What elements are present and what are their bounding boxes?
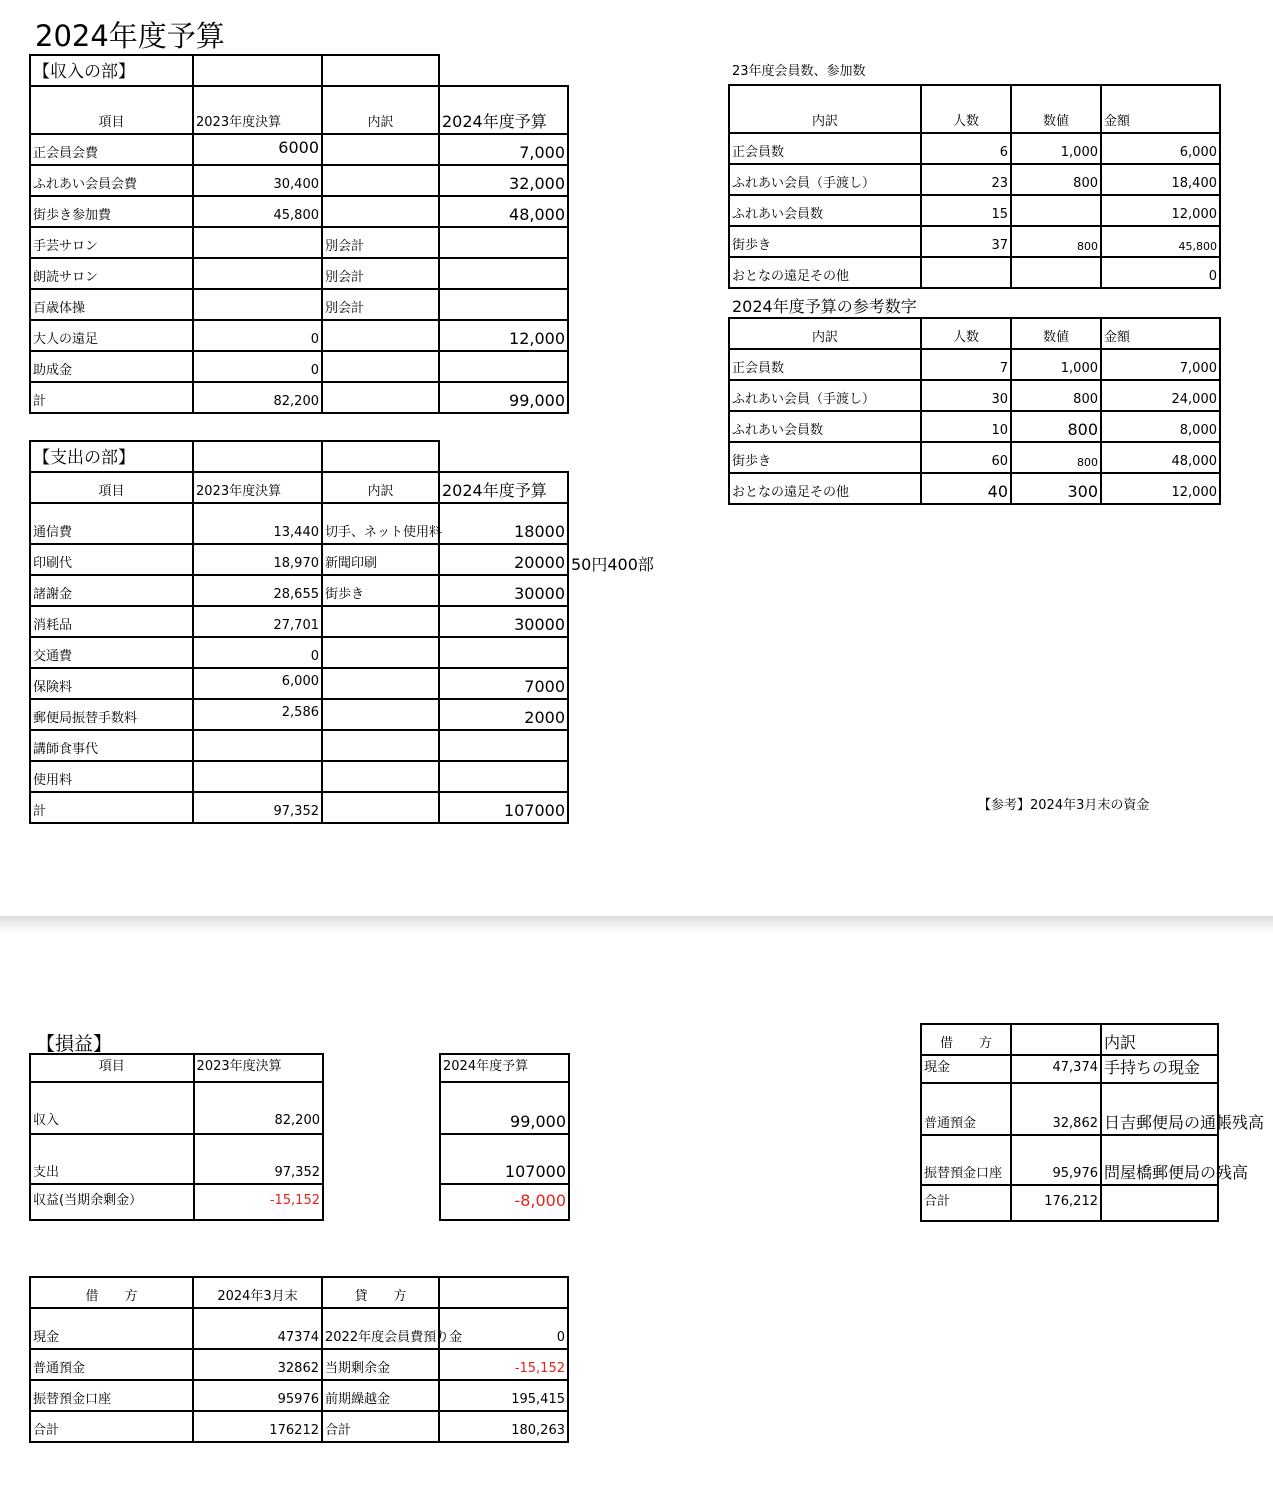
table-row xyxy=(30,637,568,668)
cell-amount: 24,000 xyxy=(1101,380,1220,411)
page-title: 2024年度予算 xyxy=(35,19,225,53)
table-row xyxy=(30,258,568,289)
cell-2024 xyxy=(439,637,568,668)
cell-2024 xyxy=(439,761,568,792)
cell-2024: 12,000 xyxy=(439,320,568,351)
row-label: ふれあい会員数 xyxy=(729,411,921,442)
row-label: 印刷代 xyxy=(30,544,193,575)
row-label: 正会員会費 xyxy=(30,134,193,165)
row-label: 手芸サロン xyxy=(30,227,193,258)
cell-amount: 48,000 xyxy=(1101,442,1220,473)
cell-amount: 7,000 xyxy=(1101,349,1220,380)
cell-2023: 82,200 xyxy=(194,1082,323,1134)
cell-people: 15 xyxy=(921,195,1011,226)
cell-credit-amount: 195,415 xyxy=(439,1380,568,1411)
reference24-table xyxy=(728,317,1221,505)
cell-breakdown: 問屋橋郵便局の残高 xyxy=(1101,1135,1218,1185)
col-header-credit: 貸 方 xyxy=(322,1277,439,1308)
table-row xyxy=(30,1134,323,1184)
cell-2024: 7000 xyxy=(439,668,568,699)
row-label: おとなの遠足その他 xyxy=(729,257,921,288)
col-header-people: 人数 xyxy=(921,318,1011,349)
cell-amount: 95,976 xyxy=(1011,1135,1101,1185)
col-header-2024: 2024年度予算 xyxy=(440,1054,569,1082)
cell-people: 30 xyxy=(921,380,1011,411)
row-label: 街歩き参加費 xyxy=(30,196,193,227)
table-row xyxy=(30,351,568,382)
profit-section-title: 【損益】 xyxy=(36,1033,113,1055)
row-label: 支出 xyxy=(30,1134,194,1184)
cell-2024: 99,000 xyxy=(440,1082,569,1134)
row-label: 普通預金 xyxy=(921,1083,1011,1135)
table-row xyxy=(30,730,568,761)
cell-breakdown xyxy=(322,792,439,823)
cell-2023: 6000 xyxy=(193,134,322,165)
cell-breakdown xyxy=(1101,1185,1218,1221)
cell-amount: 32,862 xyxy=(1011,1083,1101,1135)
table-row xyxy=(30,606,568,637)
table-row xyxy=(729,411,1220,442)
row-label: 朗読サロン xyxy=(30,258,193,289)
cell-amount: 176,212 xyxy=(1011,1185,1101,1221)
cell-2023 xyxy=(193,730,322,761)
col-header-2024: 2024年度予算 xyxy=(439,472,568,503)
cell-credit-amount: 0 xyxy=(439,1308,568,1349)
cell-2023 xyxy=(193,761,322,792)
row-label: 普通預金 xyxy=(30,1349,193,1380)
row-label: 保険料 xyxy=(30,668,193,699)
cell-people: 10 xyxy=(921,411,1011,442)
col-header-debit: 借 方 xyxy=(30,1277,193,1308)
cell-breakdown: 手持ちの現金 xyxy=(1101,1055,1218,1083)
cell-2024: 99,000 xyxy=(439,382,568,413)
row-label: 使用料 xyxy=(30,761,193,792)
cell-amount: 8,000 xyxy=(1101,411,1220,442)
row-label: 講師食事代 xyxy=(30,730,193,761)
profit-table xyxy=(29,1053,324,1221)
cell-2023 xyxy=(193,258,322,289)
cell-2023: 28,655 xyxy=(193,575,322,606)
cell-breakdown xyxy=(322,196,439,227)
table-row-total xyxy=(921,1185,1218,1221)
row-label: ふれあい会員会費 xyxy=(30,165,193,196)
row-label: 収入 xyxy=(30,1082,194,1134)
row-label: 計 xyxy=(30,792,193,823)
col-header-2023: 2023年度決算 xyxy=(194,1054,323,1082)
expense-section-title: 【支出の部】 xyxy=(30,441,193,472)
funds-table xyxy=(920,1023,1265,1222)
cell-credit-amount: 180,263 xyxy=(439,1411,568,1442)
col-header-date: 2024年3月末 xyxy=(193,1277,322,1308)
cell-amount: 12,000 xyxy=(1101,195,1220,226)
cell-breakdown xyxy=(322,351,439,382)
table-row xyxy=(729,195,1220,226)
table-row xyxy=(30,699,568,730)
cell-2023: 0 xyxy=(193,320,322,351)
cell-2024: 107000 xyxy=(440,1134,569,1184)
table-row-total xyxy=(30,1411,568,1442)
cell-value: 800 xyxy=(1011,442,1101,473)
row-label: 街歩き xyxy=(729,442,921,473)
expense-table xyxy=(29,440,569,824)
row-label: 合計 xyxy=(30,1411,193,1442)
cell-credit-label: 合計 xyxy=(322,1411,439,1442)
row-label: 諸謝金 xyxy=(30,575,193,606)
cell-2023: 0 xyxy=(193,351,322,382)
cell-breakdown: 新聞印刷 xyxy=(322,544,439,575)
cell-value: 1,000 xyxy=(1011,133,1101,164)
cell-people: 40 xyxy=(921,473,1011,504)
col-header-debit: 借 方 xyxy=(921,1024,1011,1055)
cell-2023: 18,970 xyxy=(193,544,322,575)
table-row xyxy=(30,575,568,606)
cell-2023: 2,586 xyxy=(193,699,322,730)
cell-breakdown xyxy=(322,730,439,761)
cell-value: 300 xyxy=(1011,473,1101,504)
table-row xyxy=(30,1082,323,1134)
table-row-total xyxy=(30,382,568,413)
cell-debit-amount: 47374 xyxy=(193,1308,322,1349)
cell-amount: 6,000 xyxy=(1101,133,1220,164)
row-label: ふれあい会員数 xyxy=(729,195,921,226)
cell-breakdown: 別会計 xyxy=(322,289,439,320)
cell-breakdown xyxy=(322,761,439,792)
table-row xyxy=(30,196,568,227)
cell-2024 xyxy=(439,730,568,761)
page-separator xyxy=(0,916,1273,934)
cell-breakdown: 別会計 xyxy=(322,227,439,258)
cell-debit-amount: 95976 xyxy=(193,1380,322,1411)
table-row xyxy=(921,1083,1218,1135)
table-row xyxy=(729,442,1220,473)
col-header-item: 項目 xyxy=(30,1054,194,1082)
cell-debit-amount: 32862 xyxy=(193,1349,322,1380)
cell-breakdown: 切手、ネット使用料 xyxy=(322,503,439,544)
row-label: 通信費 xyxy=(30,503,193,544)
col-header-amount: 金額 xyxy=(1101,318,1220,349)
balance-table xyxy=(29,1276,569,1443)
cell-2023: 13,440 xyxy=(193,503,322,544)
col-header-value: 数値 xyxy=(1011,318,1101,349)
cell-2024: 30000 xyxy=(439,575,568,606)
table-row-total xyxy=(30,792,568,823)
row-label: 郵便局振替手数料 xyxy=(30,699,193,730)
cell-2024: 107000 xyxy=(439,792,568,823)
table-row xyxy=(729,133,1220,164)
row-label: 正会員数 xyxy=(729,133,921,164)
row-label: 交通費 xyxy=(30,637,193,668)
cell-breakdown xyxy=(322,637,439,668)
reference24-caption: 2024年度予算の参考数字 xyxy=(732,297,917,316)
funds-note: 【参考】2024年3月末の資金 xyxy=(978,798,1150,813)
cell-breakdown xyxy=(322,320,439,351)
cell-breakdown xyxy=(322,382,439,413)
cell-amount: 12,000 xyxy=(1101,473,1220,504)
row-label: 助成金 xyxy=(30,351,193,382)
col-header-item: 項目 xyxy=(30,472,193,503)
cell-2023: 97,352 xyxy=(194,1134,323,1184)
profit-budget-table xyxy=(439,1053,570,1221)
cell-people: 60 xyxy=(921,442,1011,473)
table-row-total xyxy=(30,1184,323,1220)
row-label: 収益(当期余剰金） xyxy=(30,1184,194,1220)
col-header-breakdown: 内訳 xyxy=(729,85,921,133)
cell-breakdown xyxy=(322,134,439,165)
cell-people: 37 xyxy=(921,226,1011,257)
cell-2023 xyxy=(193,227,322,258)
row-label: 振替預金口座 xyxy=(921,1135,1011,1185)
row-label: 街歩き xyxy=(729,226,921,257)
col-header-breakdown: 内訳 xyxy=(322,472,439,503)
table-row xyxy=(30,668,568,699)
col-header-people: 人数 xyxy=(921,85,1011,133)
cell-2023: 6,000 xyxy=(193,668,322,699)
cell-2024 xyxy=(439,351,568,382)
row-label: 振替預金口座 xyxy=(30,1380,193,1411)
cell-people: 7 xyxy=(921,349,1011,380)
cell-amount: 18,400 xyxy=(1101,164,1220,195)
table-row xyxy=(729,349,1220,380)
row-label: ふれあい会員（手渡し） xyxy=(729,380,921,411)
cell-amount: 0 xyxy=(1101,257,1220,288)
cell-value: 800 xyxy=(1011,411,1101,442)
table-row xyxy=(30,227,568,258)
cell-value: 800 xyxy=(1011,380,1101,411)
cell-2024: 7,000 xyxy=(439,134,568,165)
cell-2024: 18000 xyxy=(439,503,568,544)
cell-2023 xyxy=(193,289,322,320)
print-cost-note: 50円400部 xyxy=(571,555,654,574)
members23-caption: 23年度会員数、参加数 xyxy=(732,64,866,79)
col-header-item: 項目 xyxy=(30,86,193,134)
cell-2023: 97,352 xyxy=(193,792,322,823)
row-label: 計 xyxy=(30,382,193,413)
table-row xyxy=(921,1135,1218,1185)
cell-2024: 2000 xyxy=(439,699,568,730)
cell-value xyxy=(1011,257,1101,288)
income-table xyxy=(29,54,569,414)
cell-2024: 30000 xyxy=(439,606,568,637)
col-header-amount: 金額 xyxy=(1101,85,1220,133)
cell-amount: 45,800 xyxy=(1101,226,1220,257)
table-row xyxy=(921,1055,1218,1083)
cell-2023: -15,152 xyxy=(194,1184,323,1220)
cell-breakdown: 日吉郵便局の通帳残高 xyxy=(1101,1083,1218,1135)
col-header-2023: 2023年度決算 xyxy=(193,472,322,503)
cell-value: 800 xyxy=(1011,226,1101,257)
table-row xyxy=(729,380,1220,411)
table-row xyxy=(729,257,1220,288)
cell-2023: 30,400 xyxy=(193,165,322,196)
members23-table xyxy=(728,84,1221,289)
cell-breakdown: 街歩き xyxy=(322,575,439,606)
cell-2024: -8,000 xyxy=(440,1184,569,1220)
row-label: 百歳体操 xyxy=(30,289,193,320)
table-row xyxy=(30,320,568,351)
cell-breakdown xyxy=(322,668,439,699)
cell-2024 xyxy=(439,258,568,289)
cell-2023: 82,200 xyxy=(193,382,322,413)
cell-breakdown xyxy=(322,699,439,730)
income-section-title: 【収入の部】 xyxy=(30,55,193,86)
cell-people: 23 xyxy=(921,164,1011,195)
row-label: ふれあい会員（手渡し） xyxy=(729,164,921,195)
cell-value xyxy=(1011,195,1101,226)
row-label: 合計 xyxy=(921,1185,1011,1221)
table-row xyxy=(30,289,568,320)
cell-2024 xyxy=(439,289,568,320)
col-header-amount xyxy=(1011,1024,1101,1055)
col-header-value: 数値 xyxy=(1011,85,1101,133)
cell-breakdown xyxy=(322,606,439,637)
table-row xyxy=(30,1349,568,1380)
cell-value: 800 xyxy=(1011,164,1101,195)
cell-credit-label: 2022年度会員費預り金 xyxy=(322,1308,439,1349)
table-row xyxy=(30,1308,568,1349)
table-row xyxy=(30,544,568,575)
cell-people xyxy=(921,257,1011,288)
row-label: 現金 xyxy=(30,1308,193,1349)
cell-2024: 48,000 xyxy=(439,196,568,227)
table-row xyxy=(30,134,568,165)
cell-debit-amount: 176212 xyxy=(193,1411,322,1442)
cell-2023: 45,800 xyxy=(193,196,322,227)
cell-credit-label: 前期繰越金 xyxy=(322,1380,439,1411)
cell-2023: 27,701 xyxy=(193,606,322,637)
cell-2024: 20000 xyxy=(439,544,568,575)
cell-people: 6 xyxy=(921,133,1011,164)
col-header-breakdown: 内訳 xyxy=(1101,1024,1218,1055)
table-row xyxy=(30,503,568,544)
table-row xyxy=(729,164,1220,195)
cell-breakdown: 別会計 xyxy=(322,258,439,289)
cell-amount: 47,374 xyxy=(1011,1055,1101,1083)
row-label: 現金 xyxy=(921,1055,1011,1083)
cell-2024 xyxy=(439,227,568,258)
col-header-breakdown: 内訳 xyxy=(729,318,921,349)
cell-credit-label: 当期剰余金 xyxy=(322,1349,439,1380)
cell-value: 1,000 xyxy=(1011,349,1101,380)
table-row xyxy=(30,761,568,792)
row-label: 大人の遠足 xyxy=(30,320,193,351)
col-header-breakdown: 内訳 xyxy=(322,86,439,134)
cell-credit-amount: -15,152 xyxy=(439,1349,568,1380)
col-header-2024: 2024年度予算 xyxy=(439,86,568,134)
row-label: 消耗品 xyxy=(30,606,193,637)
cell-2023: 0 xyxy=(193,637,322,668)
table-row xyxy=(30,1380,568,1411)
cell-breakdown xyxy=(322,165,439,196)
row-label: 正会員数 xyxy=(729,349,921,380)
row-label: おとなの遠足その他 xyxy=(729,473,921,504)
cell-2024: 32,000 xyxy=(439,165,568,196)
col-header-blank xyxy=(439,1277,568,1308)
table-row xyxy=(729,226,1220,257)
table-row xyxy=(30,165,568,196)
table-row xyxy=(729,473,1220,504)
col-header-2023: 2023年度決算 xyxy=(193,86,322,134)
